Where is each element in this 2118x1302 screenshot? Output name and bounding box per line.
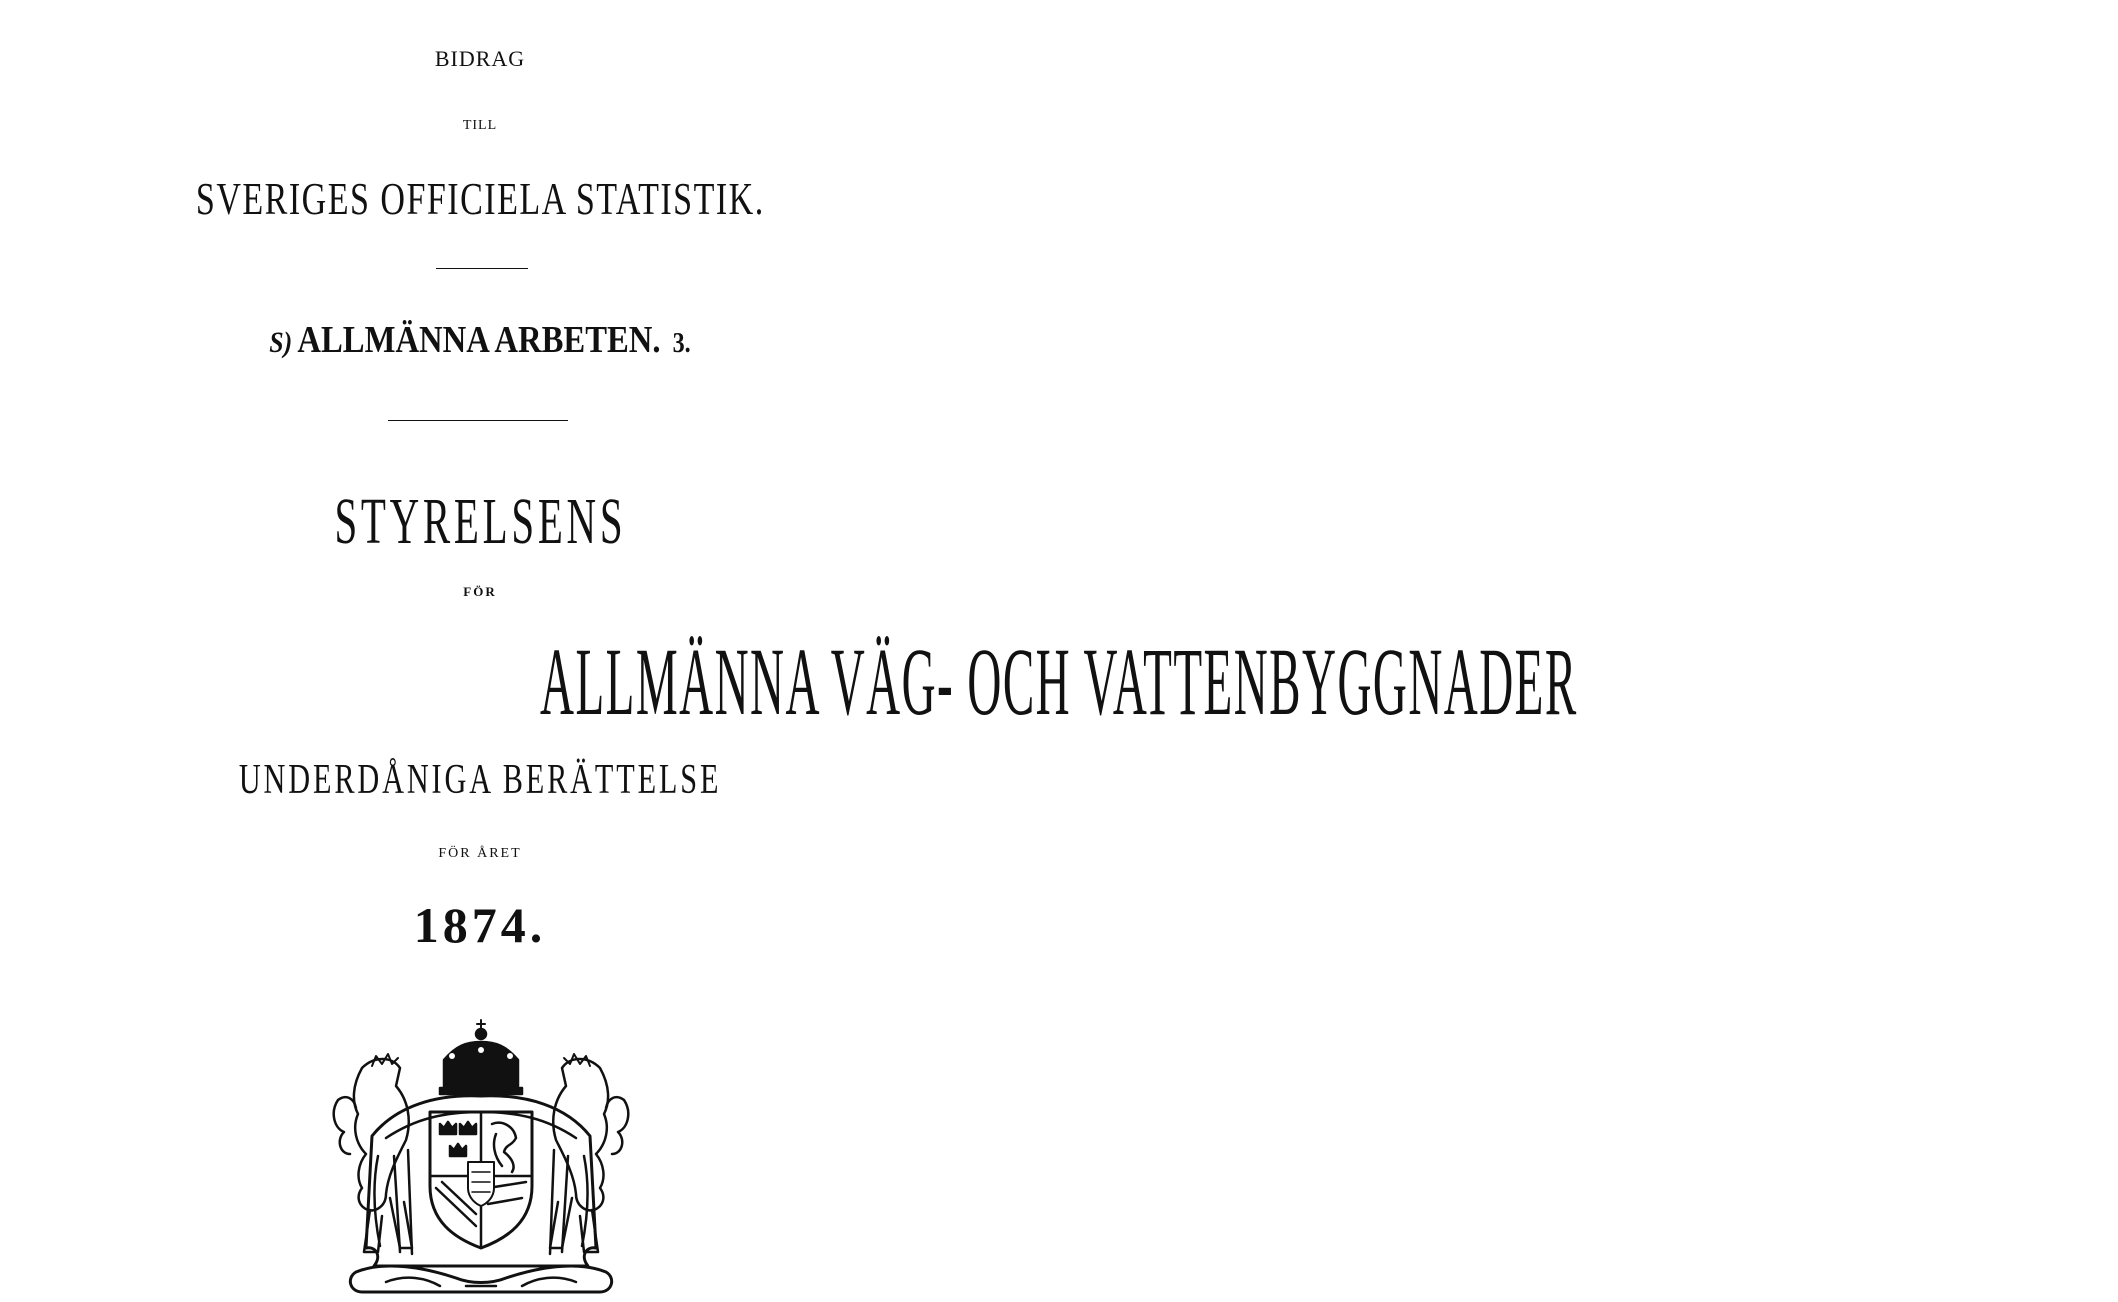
report-year: 1874. bbox=[413, 897, 547, 953]
section-heading bbox=[0, 318, 960, 362]
section-title: ALLMÄNNA ARBETEN. bbox=[297, 319, 661, 361]
authority-name-text: ALLMÄNNA VÄG- OCH VATTENBYGGNADER bbox=[540, 628, 1578, 735]
series-title bbox=[0, 172, 960, 225]
divider-rule-top bbox=[436, 268, 528, 269]
title-styrelsens-text: STYRELSENS bbox=[334, 485, 626, 558]
report-title-text: UNDERDÅNIGA BERÄTTELSE bbox=[238, 757, 722, 803]
series-title-text: SVERIGES OFFICIELA STATISTIK. bbox=[195, 173, 765, 224]
swedish-coat-of-arms-icon bbox=[316, 1016, 646, 1302]
authority-name bbox=[0, 626, 1578, 737]
divider-rule-middle bbox=[388, 420, 568, 421]
section-marker: S) bbox=[269, 326, 293, 359]
till-heading: TILL bbox=[462, 118, 498, 133]
title-line-styrelsens bbox=[0, 484, 960, 560]
bidrag-heading: BIDRAG bbox=[434, 46, 526, 71]
year-label: FÖR ÅRET bbox=[438, 846, 522, 861]
report-title bbox=[0, 756, 960, 804]
title-connector: FÖR bbox=[463, 584, 497, 599]
section-number: 3. bbox=[672, 328, 691, 359]
